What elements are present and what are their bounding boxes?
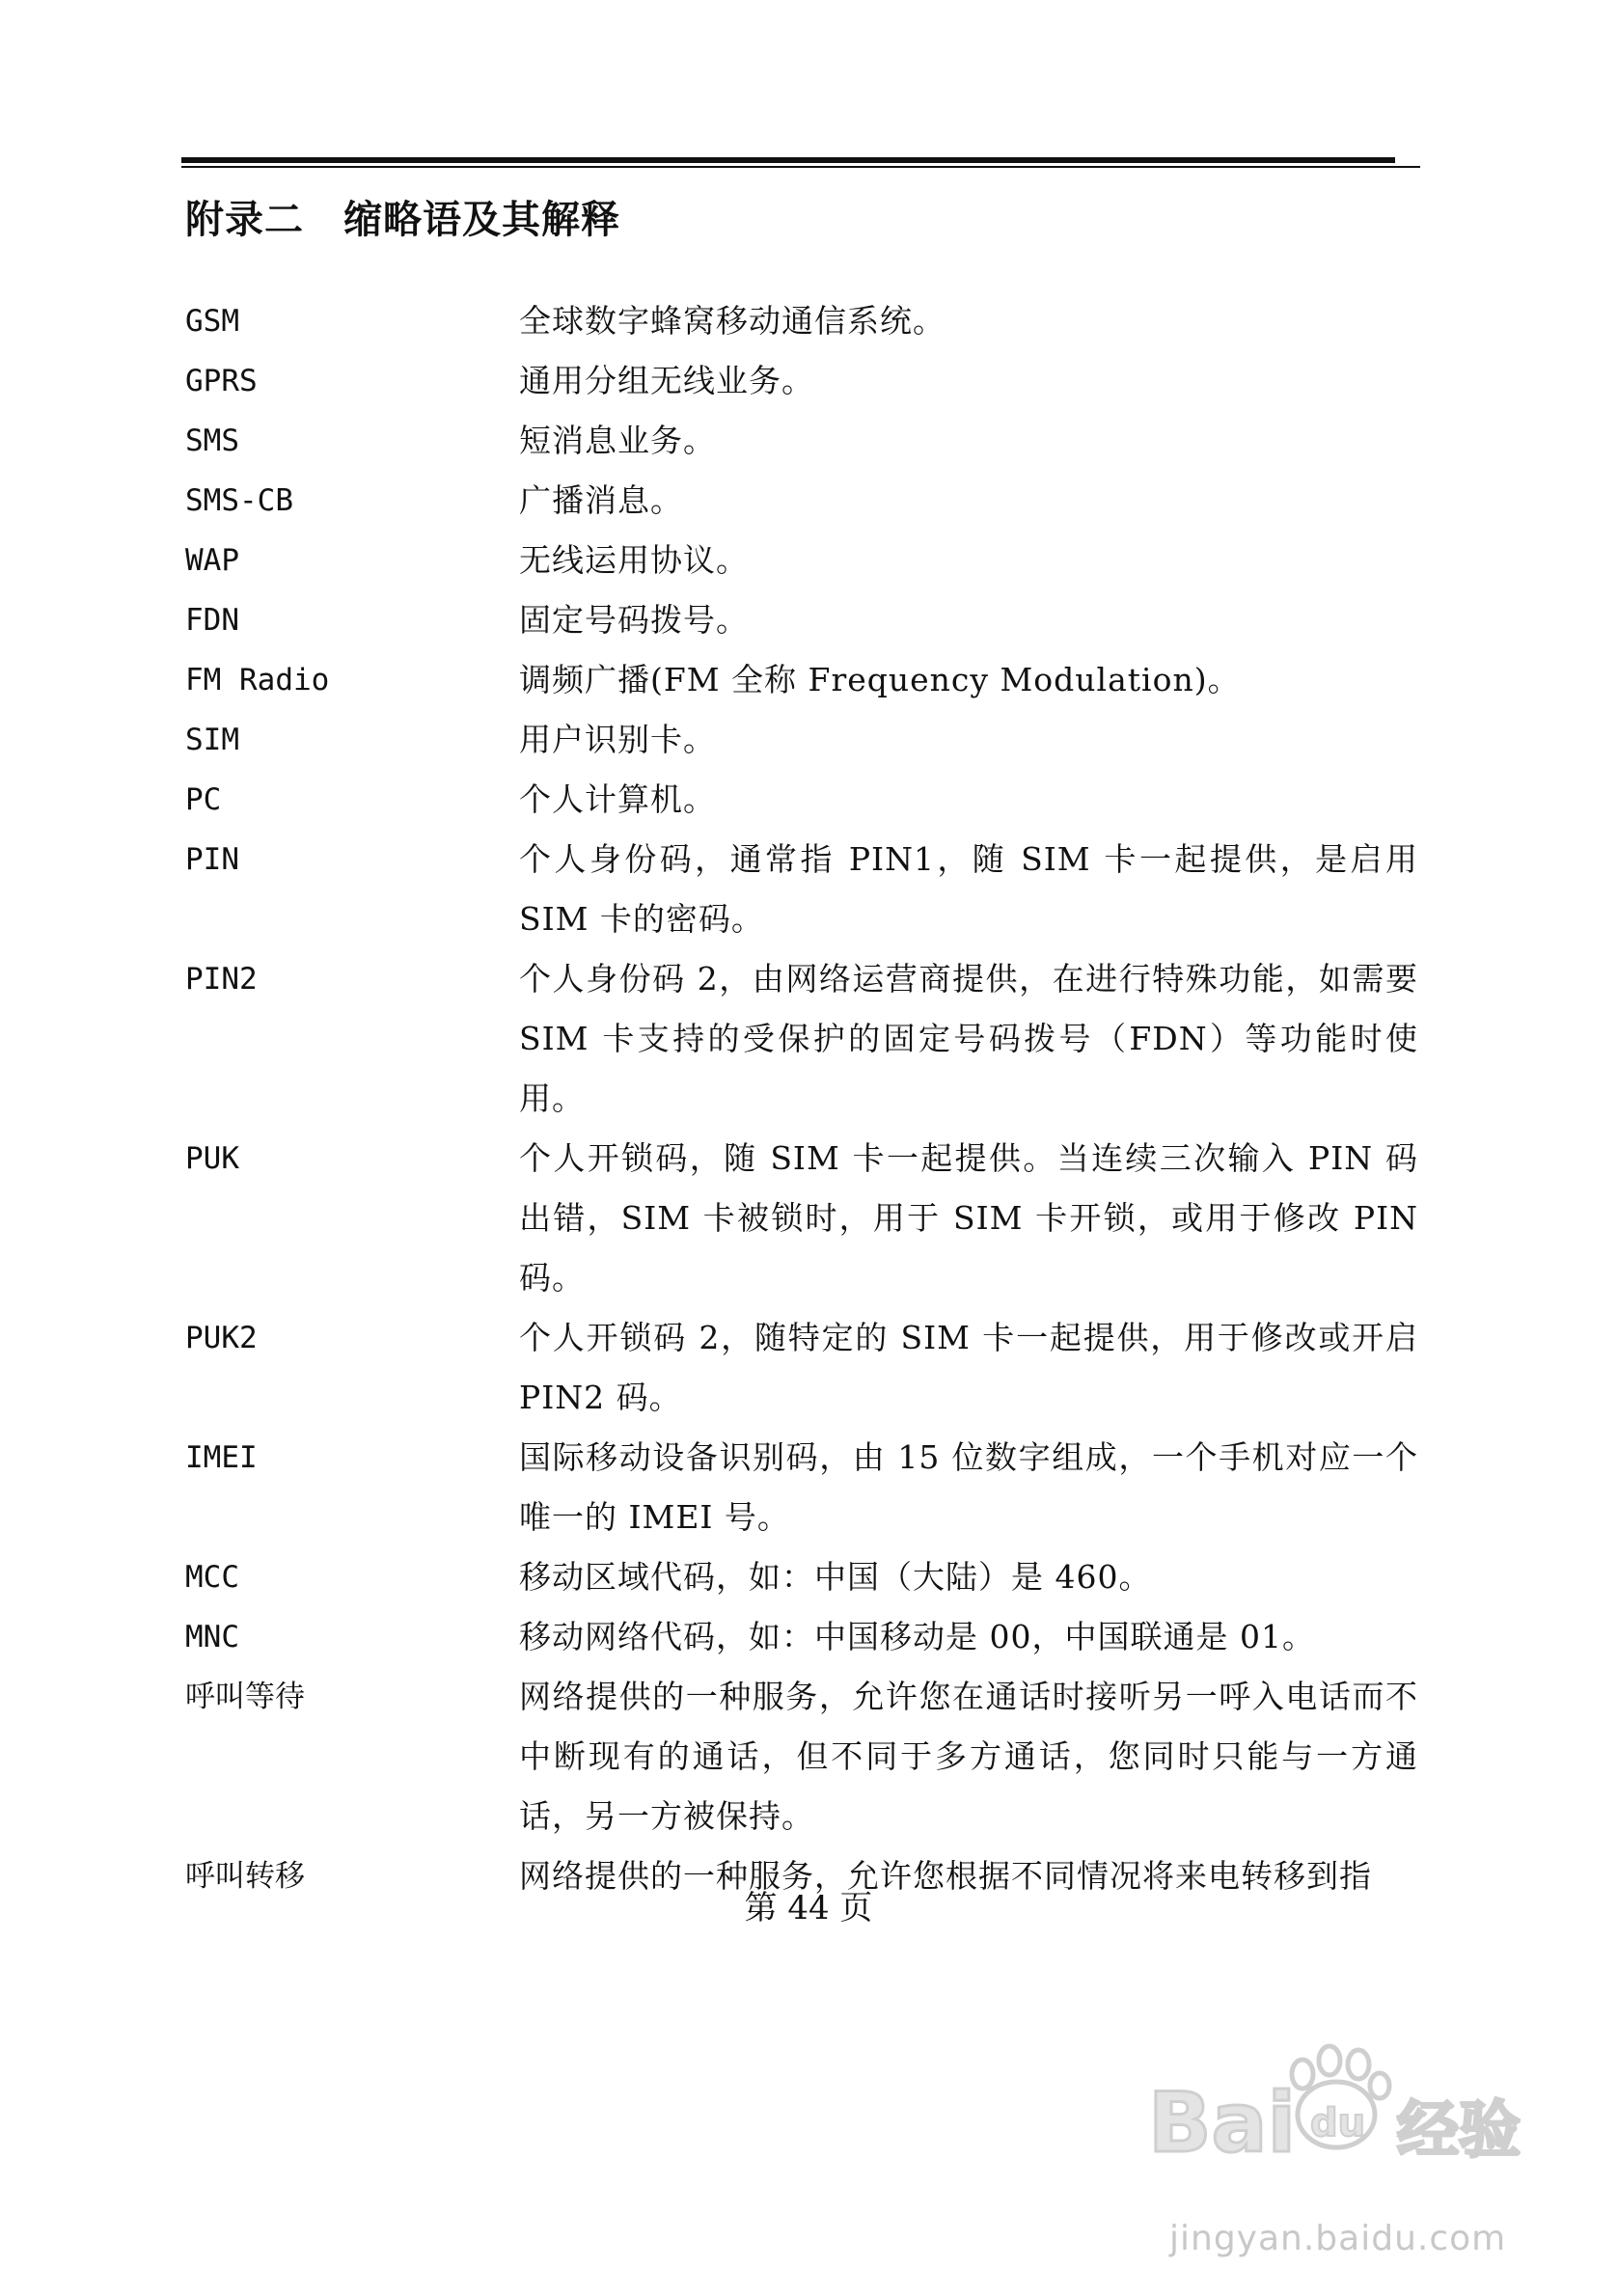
glossary-definition: 用户识别卡。 xyxy=(519,721,716,758)
glossary-entry xyxy=(181,949,1426,1129)
glossary-entry xyxy=(181,650,1426,710)
glossary-term: 呼叫等待 xyxy=(185,1680,305,1714)
glossary-entry xyxy=(181,770,1426,830)
glossary-entry xyxy=(181,1428,1426,1547)
glossary-term: GPRS xyxy=(185,364,258,398)
header-rule-thick xyxy=(181,157,1395,163)
glossary-term: PIN2 xyxy=(185,962,258,997)
glossary-definition: 个人身份码 2，由网络运营商提供，在进行特殊功能，如需要 SIM 卡支持的受保护的固定号码拨号（FDN）等功能时使用。 xyxy=(519,960,1418,1117)
glossary-term: SMS xyxy=(185,424,239,458)
glossary-term: 呼叫转移 xyxy=(185,1859,305,1894)
glossary-definition: 网络提供的一种服务，允许您根据不同情况将来电转移到指 xyxy=(519,1857,1372,1895)
glossary-term: SIM xyxy=(185,723,239,757)
glossary-term: GSM xyxy=(185,304,239,339)
glossary-term: PC xyxy=(185,782,222,817)
glossary-entry xyxy=(181,1308,1426,1428)
glossary-entry xyxy=(181,1607,1426,1667)
header-rule-thin xyxy=(181,166,1420,168)
glossary-term: MNC xyxy=(185,1620,239,1654)
glossary-definition: 个人开锁码，随 SIM 卡一起提供。当连续三次输入 PIN 码出错，SIM 卡被锁时，用于 SIM 卡开锁，或用于修改 PIN 码。 xyxy=(519,1139,1418,1297)
svg-text:du: du xyxy=(1310,2101,1366,2146)
glossary-term: PIN xyxy=(185,842,239,877)
glossary-entry xyxy=(181,351,1426,411)
glossary-list xyxy=(181,291,1426,1906)
glossary-definition: 个人身份码，通常指 PIN1，随 SIM 卡一起提供，是启用 SIM 卡的密码。 xyxy=(519,840,1418,938)
glossary-entry xyxy=(181,590,1426,650)
glossary-term: SMS-CB xyxy=(185,483,293,518)
glossary-definition: 移动网络代码，如：中国移动是 00，中国联通是 01。 xyxy=(519,1618,1315,1655)
glossary-definition: 网络提供的一种服务，允许您在通话时接听另一呼入电话而不中断现有的通话，但不同于多方通话，您同时只能与一方通话，另一方被保持。 xyxy=(519,1678,1418,1835)
glossary-term: IMEI xyxy=(185,1440,258,1475)
glossary-definition: 无线运用协议。 xyxy=(519,541,749,579)
glossary-definition: 调频广播(FM 全称 Frequency Modulation)。 xyxy=(519,661,1241,698)
watermark-url: jingyan.baidu.com xyxy=(1169,2219,1507,2258)
glossary-definition: 全球数字蜂窝移动通信系统。 xyxy=(519,302,946,340)
glossary-entry xyxy=(181,531,1426,590)
glossary-definition: 个人计算机。 xyxy=(519,780,716,818)
glossary-entry xyxy=(181,830,1426,949)
glossary-entry xyxy=(181,471,1426,531)
glossary-term: WAP xyxy=(185,543,239,578)
glossary-entry xyxy=(181,291,1426,351)
glossary-definition: 移动区域代码，如：中国（大陆）是 460。 xyxy=(519,1558,1152,1596)
page-title: 附录二 缩略语及其解释 xyxy=(185,198,620,242)
glossary-definition: 国际移动设备识别码，由 15 位数字组成，一个手机对应一个唯一的 IMEI 号。 xyxy=(519,1438,1418,1536)
glossary-term: PUK2 xyxy=(185,1321,258,1355)
glossary-term: FDN xyxy=(185,603,239,638)
glossary-term: PUK xyxy=(185,1141,239,1176)
glossary-term: MCC xyxy=(185,1560,239,1595)
glossary-entry xyxy=(181,710,1426,770)
svg-text:经验: 经验 xyxy=(1397,2095,1521,2167)
glossary-term: FM Radio xyxy=(185,663,330,697)
glossary-definition: 广播消息。 xyxy=(519,481,683,519)
glossary-definition: 短消息业务。 xyxy=(519,422,716,459)
glossary-entry xyxy=(181,1667,1426,1846)
glossary-definition: 通用分组无线业务。 xyxy=(519,362,814,399)
glossary-entry xyxy=(181,411,1426,471)
page-number: 第 44 页 xyxy=(744,1889,873,1927)
baidu-jingyan-watermark-logo xyxy=(1138,2036,1544,2248)
glossary-definition: 固定号码拨号。 xyxy=(519,601,749,639)
glossary-definition: 个人开锁码 2，随特定的 SIM 卡一起提供，用于修改或开启 PIN2 码。 xyxy=(519,1319,1418,1416)
glossary-entry xyxy=(181,1129,1426,1308)
svg-text:Bai: Bai xyxy=(1148,2075,1297,2172)
glossary-entry xyxy=(181,1547,1426,1607)
